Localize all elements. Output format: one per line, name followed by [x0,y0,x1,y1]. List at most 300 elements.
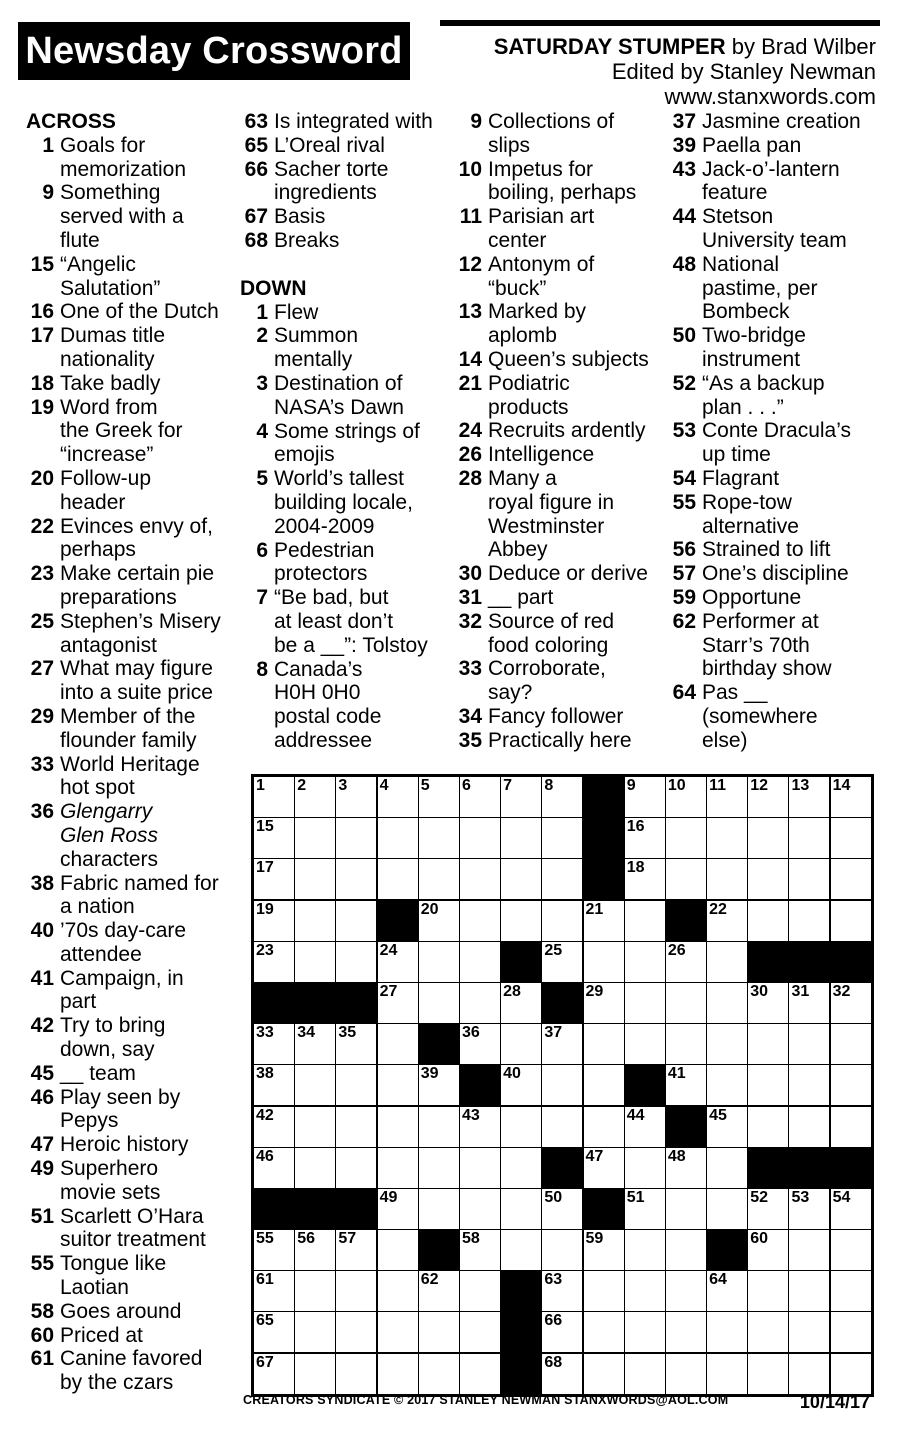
grid-square[interactable] [501,901,541,941]
clue-down-3 [240,372,455,420]
grid-square[interactable] [295,1107,335,1147]
grid-square[interactable] [666,1189,706,1229]
grid-square[interactable] [254,859,294,899]
clue-number: 52 [672,371,696,395]
black-square [254,1189,294,1229]
grid-square[interactable] [789,1230,829,1270]
grid-square[interactable] [295,818,335,858]
clue-across-20 [26,467,238,515]
grid-square[interactable] [542,1354,582,1394]
grid-square[interactable] [666,1230,706,1270]
clue-text-line: center [488,228,547,252]
clue-down-39 [668,134,893,158]
clue-text-line: Goals for [60,133,146,157]
grid-square[interactable] [789,1024,829,1064]
grid-square[interactable] [748,1312,788,1352]
square-number: 66 [544,1312,563,1330]
clue-column-2 [240,110,455,753]
grid-square[interactable] [419,1065,459,1105]
clue-across-29 [26,705,238,753]
grid-square[interactable] [789,901,829,941]
clue-down-33 [454,657,666,705]
grid-square[interactable] [584,1065,624,1105]
grid-square[interactable] [336,818,376,858]
grid-square[interactable] [584,1148,624,1188]
grid-square[interactable] [748,859,788,899]
grid-square[interactable] [378,1107,418,1147]
grid-square[interactable] [336,1065,376,1105]
clue-down-57 [668,562,893,586]
grid-square[interactable] [707,1354,747,1394]
grid-square[interactable] [666,818,706,858]
clue-text-line: Strained to lift [702,538,831,562]
grid-square[interactable] [254,1271,294,1311]
grid-square[interactable] [707,1312,747,1352]
grid-square[interactable] [666,1354,706,1394]
clue-number: 5 [256,467,268,491]
grid-square[interactable] [336,777,376,817]
grid-square[interactable] [625,1189,665,1229]
grid-square[interactable] [666,1065,706,1105]
grid-square[interactable] [460,983,500,1023]
square-number: 48 [667,1147,686,1165]
square-number: 23 [256,941,274,959]
clue-across-67 [240,205,455,229]
grid-square[interactable] [378,942,418,982]
clue-down-53 [668,419,893,467]
clue-number: 67 [244,205,268,229]
grid-square[interactable] [789,1312,829,1352]
clue-text-line: antagonist [60,633,157,657]
grid-square[interactable] [748,777,788,817]
grid-square[interactable] [748,1107,788,1147]
square-number: 26 [667,941,686,959]
clue-text-line: nationality [60,347,155,371]
grid-square[interactable] [707,859,747,899]
grid-square[interactable] [378,1148,418,1188]
grid-square[interactable] [460,777,500,817]
grid-square[interactable] [666,1312,706,1352]
grid-square[interactable] [336,1312,376,1352]
grid-square[interactable] [254,1354,294,1394]
grid-square[interactable] [666,1148,706,1188]
clue-text-line: Queen’s subjects [488,347,649,371]
grid-square[interactable] [831,859,871,899]
clue-number: 10 [458,157,482,181]
clue-text-line: Make certain pie [60,562,215,586]
grid-square[interactable] [336,901,376,941]
grid-square[interactable] [542,859,582,899]
square-number: 58 [461,1230,480,1248]
grid-square[interactable] [707,901,747,941]
grid-square[interactable] [831,777,871,817]
grid-square[interactable] [831,1065,871,1105]
grid-square[interactable] [748,901,788,941]
grid-square[interactable] [789,983,829,1023]
grid-square[interactable] [748,983,788,1023]
grid-square[interactable] [666,1024,706,1064]
grid-square[interactable] [707,1189,747,1229]
clue-number: 37 [672,110,696,133]
grid-square[interactable] [419,1271,459,1311]
grid-square[interactable] [254,1065,294,1105]
grid-square[interactable] [254,1107,294,1147]
clue-text-line: header [60,490,126,514]
grid-square[interactable] [707,942,747,982]
grid-square[interactable] [542,1230,582,1270]
clue-down-35 [454,729,666,753]
clue-number: 32 [458,609,482,633]
clue-down-37 [668,110,893,134]
grid-square[interactable] [831,1107,871,1147]
clue-text-line: ingredients [274,181,377,205]
grid-square[interactable] [460,1230,500,1270]
clue-text-line: L’Oreal rival [274,133,385,157]
grid-square[interactable] [501,777,541,817]
grid-square[interactable] [789,1354,829,1394]
grid-square[interactable] [501,1230,541,1270]
grid-square[interactable] [707,1024,747,1064]
clue-text-line: protectors [274,562,368,586]
grid-square[interactable] [460,1189,500,1229]
grid-square[interactable] [831,1230,871,1270]
clue-text-line: pastime, per [702,276,818,300]
grid-square[interactable] [460,1271,500,1311]
grid-square[interactable] [707,818,747,858]
square-number: 51 [626,1188,645,1206]
grid-square[interactable] [254,901,294,941]
grid-square[interactable] [707,983,747,1023]
clue-down-5 [240,467,455,538]
grid-square[interactable] [419,983,459,1023]
clue-text-line: Rope-tow [702,490,792,514]
grid-square[interactable] [789,1065,829,1105]
grid-square[interactable] [625,983,665,1023]
clue-down-64 [668,681,893,752]
grid-square[interactable] [378,983,418,1023]
grid-square[interactable] [336,1107,376,1147]
grid-square[interactable] [707,1148,747,1188]
grid-square[interactable] [584,901,624,941]
clue-number: 59 [672,585,696,609]
grid-square[interactable] [625,1148,665,1188]
grid-square[interactable] [378,818,418,858]
square-number: 37 [544,1024,563,1042]
clue-down-11 [454,205,666,253]
grid-square[interactable] [295,1312,335,1352]
grid-square[interactable] [419,901,459,941]
grid-square[interactable] [419,818,459,858]
black-square [625,1065,665,1105]
grid-square[interactable] [460,818,500,858]
clue-across-46 [26,1086,238,1134]
grid-square[interactable] [501,1024,541,1064]
clue-text-line: be a __”: Tolstoy [274,633,428,657]
square-number: 22 [709,900,727,918]
grid-square[interactable] [666,983,706,1023]
grid-square[interactable] [501,818,541,858]
grid-square[interactable] [378,1230,418,1270]
grid-square[interactable] [831,1312,871,1352]
grid-square[interactable] [625,777,665,817]
grid-square[interactable] [460,1148,500,1188]
grid-square[interactable] [501,983,541,1023]
grid-square[interactable] [419,1312,459,1352]
black-square [542,1148,582,1188]
grid-square[interactable] [336,942,376,982]
clue-number: 55 [30,1252,54,1276]
grid-square[interactable] [789,859,829,899]
grid-square[interactable] [501,1107,541,1147]
grid-square[interactable] [460,859,500,899]
black-square [542,983,582,1023]
grid-square[interactable] [748,1189,788,1229]
clue-text-line: by the czars [60,1371,174,1395]
grid-square[interactable] [707,1271,747,1311]
clue-text-line: at least don’t [274,609,394,633]
grid-square[interactable] [460,901,500,941]
grid-square[interactable] [584,942,624,982]
grid-square[interactable] [831,818,871,858]
grid-square[interactable] [295,859,335,899]
grid-square[interactable] [542,901,582,941]
grid-square[interactable] [707,1107,747,1147]
square-number: 36 [461,1024,480,1042]
clue-down-30 [454,562,666,586]
grid-square[interactable] [584,1312,624,1352]
grid-square[interactable] [295,1354,335,1394]
grid-square[interactable] [254,777,294,817]
clue-number: 47 [30,1133,54,1157]
grid-square[interactable] [460,1354,500,1394]
clue-text-line: Word from [60,395,158,419]
grid-square[interactable] [625,942,665,982]
grid-square[interactable] [542,1024,582,1064]
grid-square[interactable] [542,1312,582,1352]
clue-across-38 [26,872,238,920]
clue-text-line: National [702,252,780,276]
grid-square[interactable] [789,818,829,858]
clue-text-line: the Greek for [60,419,183,443]
grid-square[interactable] [295,901,335,941]
grid-square[interactable] [295,1024,335,1064]
grid-square[interactable] [789,1189,829,1229]
grid-square[interactable] [378,1189,418,1229]
clue-text-line: instrument [702,347,801,371]
clue-number: 16 [30,300,54,324]
grid-square[interactable] [584,1271,624,1311]
grid-square[interactable] [336,1271,376,1311]
clue-number: 22 [30,514,54,538]
grid-square[interactable] [378,1354,418,1394]
grid-square[interactable] [460,1024,500,1064]
grid-square[interactable] [419,1189,459,1229]
grid-square[interactable] [501,859,541,899]
grid-square[interactable] [419,1107,459,1147]
clue-number: 28 [458,466,482,490]
grid-square[interactable] [419,859,459,899]
clue-text-line: University team [702,228,847,252]
grid-square[interactable] [542,818,582,858]
square-number: 13 [791,777,810,794]
clue-text-line: Opportune [702,585,802,609]
clue-text-line: served with a [60,205,184,229]
grid-square[interactable] [501,1189,541,1229]
grid-square[interactable] [378,1312,418,1352]
grid-square[interactable] [378,1024,418,1064]
grid-square[interactable] [666,859,706,899]
grid-square[interactable] [378,859,418,899]
clue-number: 20 [30,466,54,490]
grid-square[interactable] [748,1230,788,1270]
clue-across-60 [26,1324,238,1348]
grid-square[interactable] [295,1065,335,1105]
clue-number: 19 [30,395,54,419]
clue-text-line: Stetson [702,205,774,229]
square-number: 54 [832,1188,851,1206]
grid-square[interactable] [254,1312,294,1352]
grid-square[interactable] [625,1107,665,1147]
grid-square[interactable] [295,1271,335,1311]
clue-text-line: else) [702,728,748,752]
grid-square[interactable] [419,1148,459,1188]
grid-square[interactable] [336,1230,376,1270]
grid-square[interactable] [378,777,418,817]
clue-number: 36 [30,800,54,824]
grid-square[interactable] [584,1024,624,1064]
clue-text-line: postal code [274,705,382,729]
grid-square[interactable] [419,1354,459,1394]
grid-square[interactable] [748,1271,788,1311]
grid-square[interactable] [542,1107,582,1147]
grid-square[interactable] [666,1271,706,1311]
grid-square[interactable] [254,1024,294,1064]
header-rule [440,20,880,26]
grid-square[interactable] [625,859,665,899]
grid-square[interactable] [419,777,459,817]
square-number: 21 [585,900,604,918]
grid-square[interactable] [295,942,335,982]
grid-square[interactable] [666,777,706,817]
black-square [501,1271,541,1311]
grid-square[interactable] [625,1312,665,1352]
square-number: 11 [709,777,726,794]
grid-square[interactable] [542,1271,582,1311]
grid-square[interactable] [501,1065,541,1105]
grid-square[interactable] [378,1271,418,1311]
grid-square[interactable] [378,1065,418,1105]
grid-square[interactable] [748,1354,788,1394]
grid-square[interactable] [831,1271,871,1311]
grid-square[interactable] [295,1230,335,1270]
grid-square[interactable] [584,1354,624,1394]
grid-square[interactable] [295,777,335,817]
black-square [501,1312,541,1352]
grid-square[interactable] [460,1312,500,1352]
grid-square[interactable] [542,942,582,982]
grid-square[interactable] [254,1230,294,1270]
grid-square[interactable] [542,1065,582,1105]
grid-square[interactable] [789,777,829,817]
clue-across-40 [26,919,238,967]
grid-square[interactable] [625,818,665,858]
grid-square[interactable] [625,901,665,941]
grid-square[interactable] [584,1230,624,1270]
grid-square[interactable] [831,1189,871,1229]
grid-square[interactable] [336,1024,376,1064]
grid-square[interactable] [666,942,706,982]
square-number: 41 [667,1065,686,1083]
grid-square[interactable] [707,1065,747,1105]
clue-text-line: Two-bridge [702,324,806,348]
grid-square[interactable] [789,1107,829,1147]
black-square [460,1065,500,1105]
clue-across-68 [240,229,455,253]
grid-square[interactable] [789,1271,829,1311]
clue-down-10 [454,158,666,206]
grid-square[interactable] [542,1189,582,1229]
grid-square[interactable] [254,818,294,858]
grid-square[interactable] [501,1148,541,1188]
black-square [295,1189,335,1229]
clue-text-line: aplomb [488,324,557,348]
clue-number: 45 [30,1061,54,1085]
square-number: 40 [503,1065,521,1083]
grid-square[interactable] [831,901,871,941]
grid-square[interactable] [419,942,459,982]
grid-square[interactable] [748,818,788,858]
grid-square[interactable] [460,942,500,982]
grid-square[interactable] [254,942,294,982]
clue-text-line: Collections of [488,110,615,133]
grid-square[interactable] [707,777,747,817]
grid-square[interactable] [748,1024,788,1064]
grid-square[interactable] [542,777,582,817]
clue-text-line: feature [702,181,768,205]
grid-square[interactable] [625,1271,665,1311]
grid-square[interactable] [584,1107,624,1147]
grid-square[interactable] [295,1148,335,1188]
clue-text-line: emojis [274,443,335,467]
grid-square[interactable] [831,1354,871,1394]
clue-text-line: flute [60,228,100,252]
grid-square[interactable] [831,983,871,1023]
grid-square[interactable] [460,1107,500,1147]
grid-square[interactable] [748,1065,788,1105]
grid-square[interactable] [584,983,624,1023]
clue-down-31 [454,586,666,610]
clue-text-line: slips [488,133,531,157]
grid-square[interactable] [831,1024,871,1064]
clue-number: 15 [30,252,54,276]
crossword-grid[interactable] [251,774,874,1397]
grid-square[interactable] [625,1230,665,1270]
clue-number: 6 [256,538,268,562]
square-number: 38 [256,1065,274,1083]
grid-square[interactable] [336,859,376,899]
grid-square[interactable] [254,1148,294,1188]
grid-square[interactable] [336,1148,376,1188]
clue-down-54 [668,467,893,491]
grid-square[interactable] [625,1024,665,1064]
square-number: 55 [256,1230,274,1248]
square-number: 5 [420,777,430,794]
grid-square[interactable] [625,1354,665,1394]
black-square [707,1230,747,1270]
clue-across-25 [26,610,238,658]
clue-down-44 [668,205,893,253]
grid-square[interactable] [336,1354,376,1394]
